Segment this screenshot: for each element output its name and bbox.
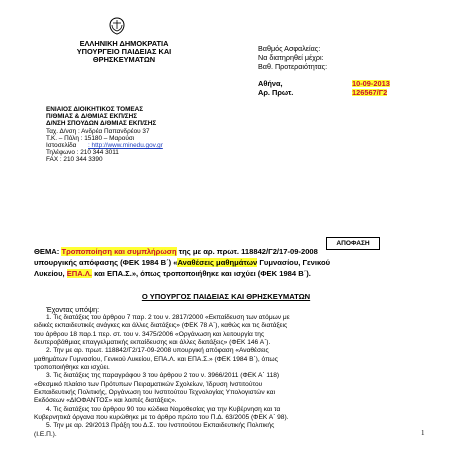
unit-line-1: ΕΝΙΑΙΟΣ ΔΙΟΙΚΗΤΙΚΟΣ ΤΟΜΕΑΣ [46, 106, 144, 113]
subject-epal-highlight: ΕΠΑ.Λ. [66, 269, 93, 278]
subject-amendment-highlight: Τροποποίηση και συμπλήρωση [61, 247, 177, 256]
body-line: 1. Τις διατάξεις του άρθρου 7 παρ. 2 του ν. 2817/2000 «Εκπαίδευση των ατόμων με [46, 314, 290, 321]
body-line: μαθημάτων Γυμνασίου, Γενικού Λυκείου, ΕΠΑ.Λ. και ΕΠΑ.Σ.» (ΦΕΚ 1984 Β΄), όπως [34, 355, 278, 363]
body-line: 4. Τις διατάξεις του άρθρου 90 του κώδικα Νομοθεσίας για την Κυβέρνηση και τα [46, 405, 281, 413]
website-label: Ιστοσελίδα [46, 142, 77, 149]
subject-line-3-b: και ΕΠΑ.Σ.», όπως τροποποιήθηκε και ισχύει (ΦΕΚ 1984 Β΄). [92, 269, 311, 278]
greek-emblem-icon [108, 17, 126, 35]
header-country: ΕΛΛΗΝΙΚΗ ΔΗΜΟΚΡΑΤΙΑ [79, 39, 169, 48]
retention-label: Να διατηρηθεί μέχρι: [258, 53, 324, 62]
unit-line-2: Π/ΘΜΙΑΣ & Δ/ΘΜΙΑΣ ΕΚΠ/ΣΗΣ [46, 113, 138, 120]
protocol-number: 126567/Γ2 [352, 88, 388, 97]
body-line: τροποποιήθηκε και ισχύει. [34, 364, 110, 371]
subject-line-2 [34, 259, 330, 267]
subject-label: ΘΕΜΑ: [34, 247, 60, 256]
body-line: Εκπαιδευτικής Πολιτικής, Οργάνωση του Ινστιτούτου Τεχνολογίας Υπολογιστών και [34, 389, 276, 396]
header-ministry-2: ΘΡΗΣΚΕΥΜΑΤΩΝ [92, 55, 156, 64]
subject-line-1 [34, 248, 318, 256]
subject-line-2-b: Γυμνασίου, Γενικού [257, 258, 331, 267]
body-line: 5. Την με αρ. 29/2013 Πράξη του Δ.Σ. του Ινστιτούτου Εκπαιδευτικής Πολιτικής [46, 422, 275, 430]
body-line: δευτεροβάθμιας επαγγελματικής εκπαίδευσης και άλλες διατάξεις» (ΦΕΚ 146 Α΄). [34, 339, 271, 346]
phone-number: Τηλέφωνο : 210 344 3011 [46, 149, 119, 156]
place-label: Αθήνα, [258, 79, 283, 88]
subject-courses-highlight: Αναθέσεις μαθημάτων [177, 258, 258, 267]
document-date: 10-09-2013 [352, 79, 390, 88]
body-line: «Θεσμικό πλαίσιο των Πρότυπων Πειραματικών Σχολείων, Ίδρυση Ινστιτούτου [34, 380, 263, 388]
body-line: ειδικές εκπαιδευτικές ανάγκες και άλλες διατάξεις» (ΦΕΚ 78 Α΄), καθώς και τις διατάξεις [34, 322, 288, 330]
body-line: Εκδόσεων «ΔΙΟΦΑΝΤΟΣ» και λοιπές διατάξεις». [34, 397, 177, 405]
body-line: (Ι.Ε.Π.). [34, 430, 57, 438]
body-line: του άρθρου 18 παρ.1 περ. στ. του ν. 3475/2006 «Οργάνωση και λειτουργία της [34, 330, 265, 338]
subject-line-2-a: υπουργικής απόφασης (ΦΕΚ 1984 Β΄) « [34, 258, 178, 267]
security-level-label: Βαθμός Ασφαλείας: [258, 44, 321, 53]
subject-line-3 [34, 270, 311, 278]
protocol-label: Αρ. Πρωτ. [258, 88, 294, 97]
minister-title: Ο ΥΠΟΥΡΓΟΣ ΠΑΙΔΕΙΑΣ ΚΑΙ ΘΡΗΣΚΕΥΜΑΤΩΝ [141, 292, 311, 301]
address-postal: Τ.Κ. – Πόλη : 15180 – Μαρούσι [46, 135, 135, 142]
header-ministry: ΥΠΟΥΡΓΕΙΟ ΠΑΙΔΕΙΑΣ ΚΑΙ [76, 47, 172, 56]
subject-part-1: της με αρ. πρωτ. 118842/Γ2/17-09-2008 [176, 247, 318, 256]
website-link[interactable]: : http://www.minedu.gov.gr [88, 142, 163, 149]
body-line: 2. Την με αρ. πρωτ. 118842/Γ2/17-09-2008 υπουργική απόφαση «Αναθέσεις [46, 347, 269, 355]
considering-label: Έχοντας υπόψη: [46, 305, 100, 314]
fax-number: FAX : 210 344 3390 [46, 156, 103, 163]
unit-line-3: Δ/ΝΣΗ ΣΠΟΥΔΩΝ Δ/ΘΜΙΑΣ ΕΚΠ/ΣΗΣ [46, 120, 157, 127]
priority-label: Βαθ. Προτεραιότητας: [258, 62, 328, 71]
address-street: Ταχ. Δ/νση : Ανδρέα Παπανδρέου 37 [46, 128, 150, 135]
body-line: Κυβερνητικά όργανα που κυρώθηκε με το άρθρο πρώτο του Π.Δ. 63/2005 (ΦΕΚ Α΄ 98). [34, 414, 289, 421]
body-line: 3. Τις διατάξεις της παραγράφου 3 του άρθρου 2 του ν. 3966/2011 (ΦΕΚ Α΄ 118) [46, 372, 280, 380]
decision-label: ΑΠΟΦΑΣΗ [326, 237, 380, 250]
subject-line-3-a: Λυκείου, [34, 269, 67, 278]
page-number: 1 [421, 429, 425, 437]
